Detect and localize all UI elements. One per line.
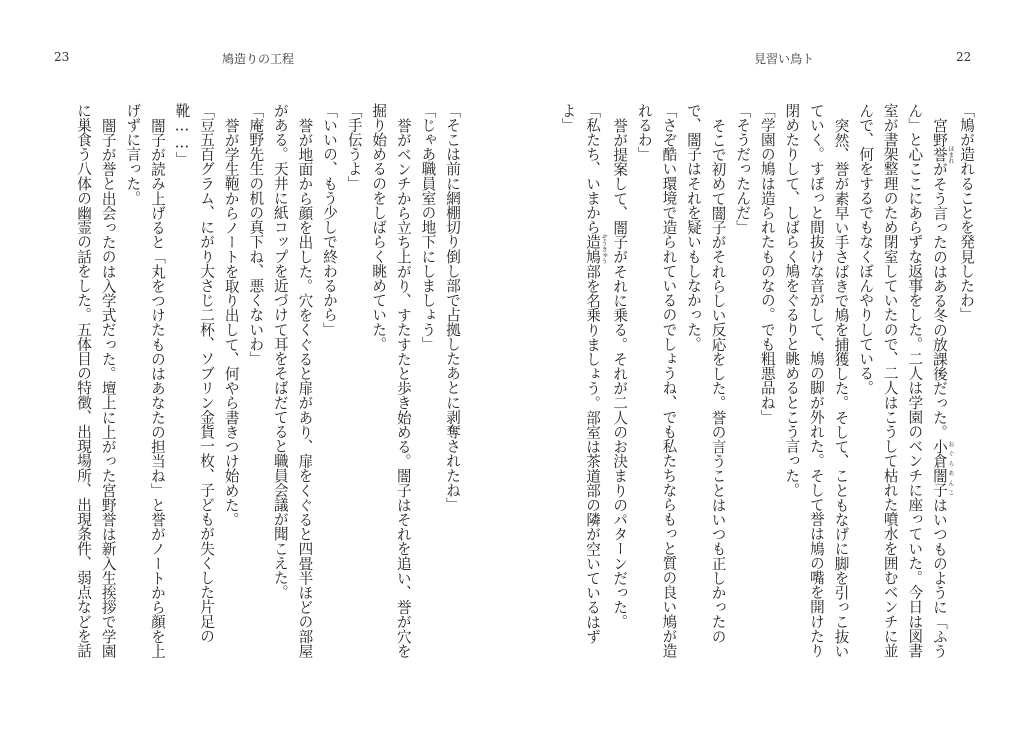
paragraph: 「手伝うよ」 <box>345 103 363 191</box>
paragraph: 「そうだったんだ」 <box>734 103 752 235</box>
paragraph: 誉がベンチから立ち上がり、すたすたと歩き始める。闇子はそれを追い、誉が穴を掘り始めるのをしばらく眺めていた。 <box>370 103 412 658</box>
paragraph: 「学園の鳩は造られたものなの。でも粗悪品ね」 <box>758 103 776 425</box>
paragraph: 「庵野先生の机の真下ね、悪くないわ」 <box>247 103 265 366</box>
paragraph: 誉が学生鞄からノートを取り出して、何やら書きつけ始めた。 <box>222 117 240 527</box>
paragraph: そこで初めて闇子がそれらしい反応をした。誉の言うことはいつも正しかったので、闇子はそれを疑いもしなかった。 <box>684 103 727 644</box>
paragraph: 「そこは前に網棚切り倒し部で占拠したあとに剥奪されたね」 <box>444 103 461 512</box>
ruby-text: ほまれ <box>946 145 954 164</box>
left-running-head: 鳩造りの工程 <box>222 52 295 66</box>
ruby-text: ぞうきゅう <box>600 234 608 265</box>
ruby-text: おぐらあんこ <box>946 438 954 498</box>
ruby-base: 小倉闇子 <box>930 438 948 498</box>
paragraph: 誉が提案して、闇子がそれに乗る。それが二人のお決まりのパターンだった。 <box>611 117 629 629</box>
ruby-anko <box>930 438 954 498</box>
right-page-number: 22 <box>956 50 972 64</box>
paragraph: 「豆五百グラム、にがり大さじ二杯、ソブリン金貨一枚、子どもが失くした片足の靴……」 <box>173 103 216 644</box>
paragraph <box>558 103 607 661</box>
paragraph: 闇子が読み上げると「丸をつけたものはあなたの担当ね」と誉がノートから顔を上げずに言った。 <box>124 103 166 658</box>
paragraph: 「さぞ酷い環境で造られているのでしょうね、でも私たちならもっと質の良い鳩が造れるわ」 <box>635 103 678 658</box>
text-run: はいつものように「ふうん」と心ここにあらずな返事をした。二人は学園のベンチに座っていた。今日は図書室が書架整理のため閉室していたので、二人はこうして枯れた噴水を囲むベンチに並んで、何をするでもなくぼんやりしている。 <box>857 103 948 658</box>
ruby-homare <box>930 145 954 164</box>
text-run: 宮野 <box>930 117 948 147</box>
paragraph <box>853 103 954 661</box>
paragraph: 闇子が誉と出会ったのは入学式だった。壇上に上がった宮野誉は新入生挨拶で学園に巣食う八体の幽霊の話をした。五体目の特徴、出現場所、出現条件、弱点などを話 <box>75 103 117 658</box>
paragraph: 「いいの、もう少しで終わるから」 <box>321 103 339 337</box>
right-running-head: 見習い鳥ト <box>754 52 815 66</box>
ruby-base: 造鳩 <box>584 234 602 265</box>
paragraph: 誉が地面から顔を出した。穴をくぐると扉があり、扉をくぐると四畳半ほどの部屋がある。天井に紙コップを近づけて耳をそばだてると職員会議が聞こえた。 <box>271 103 314 658</box>
paragraph: 「鳩が造れることを発見したわ」 <box>958 103 975 322</box>
paragraph: 突然、誉が素早い手さばきで鳩を捕獲した。そして、こともなげに脚を引っこ抜いていく。すぽっと間抜けな音がして、鳩の脚が外れた。そして誉は鳩の嘴を開けたり閉めたりして、しばらく鳩をぐるりと眺めるとこう言った。 <box>783 103 850 658</box>
ruby-zoukyuu <box>584 234 608 265</box>
ruby-base: 誉 <box>930 145 948 164</box>
text-run: がそう言ったのはある冬の放課後だった。 <box>930 161 948 439</box>
left-page-number: 23 <box>54 50 70 64</box>
left-page-text <box>44 103 464 661</box>
paragraph: 「じゃあ職員室の地下にしましょう」 <box>419 103 437 352</box>
text-run: 部を名乗りましょう。部室は茶道部の隣が空いているはずよ」 <box>559 103 602 644</box>
text-run: 「私たち、いまから <box>584 103 602 235</box>
right-page-text <box>558 103 978 661</box>
